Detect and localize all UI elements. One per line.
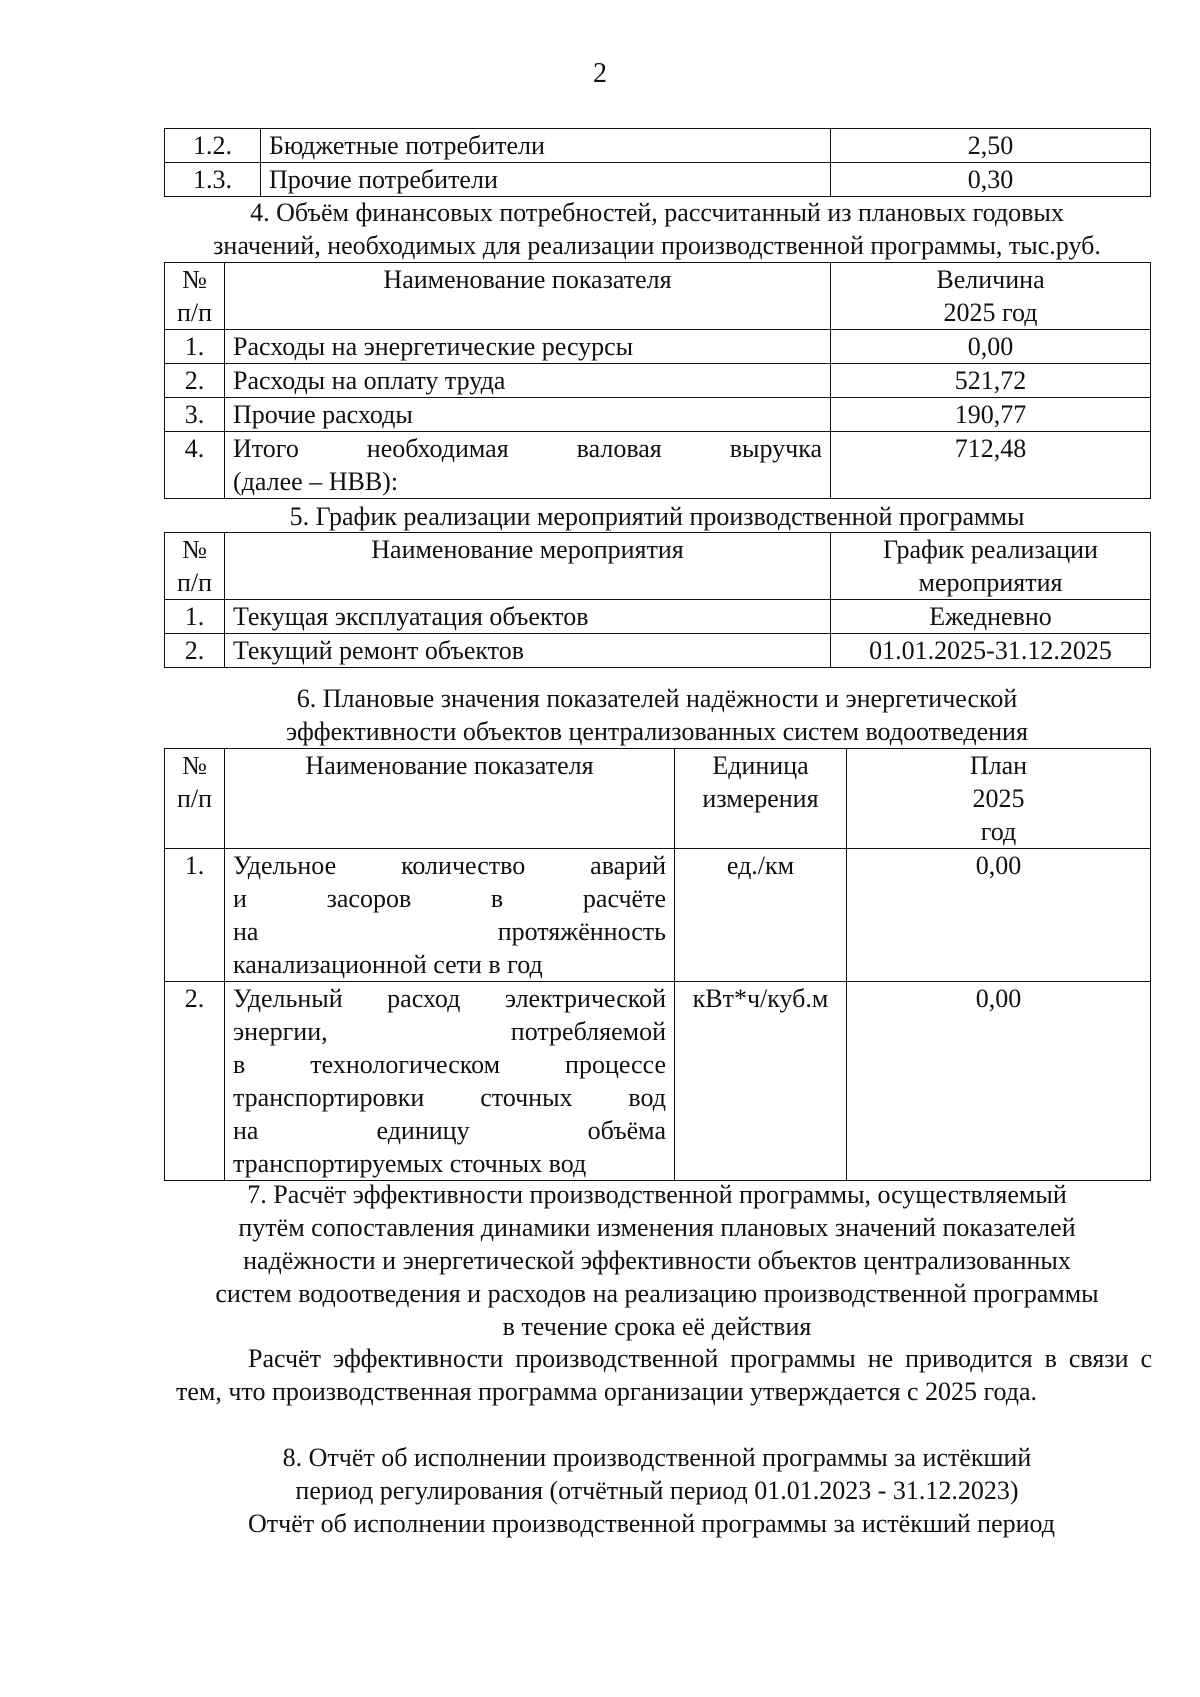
header-schedule-line: График реализации: [883, 535, 1098, 564]
indicators-table: [164, 748, 1151, 1181]
row-name: Расходы на энергетические ресурсы: [225, 330, 831, 364]
header-plan-line: План: [969, 751, 1028, 780]
row-number: 2.: [165, 634, 225, 668]
header-unit-line: измерения: [702, 784, 819, 813]
table-row: [165, 163, 1151, 197]
row-number: 3.: [165, 398, 225, 432]
row-name-line: Итого необходимая валовая выручка: [233, 434, 822, 463]
row-name: Бюджетные потребители: [261, 129, 831, 163]
row-name: [225, 432, 831, 499]
header-value: [831, 263, 1151, 330]
row-name-line: в технологическом процессе: [233, 1050, 666, 1079]
header-name: Наименование показателя: [225, 749, 675, 849]
table-row: [165, 129, 1151, 163]
header-unit-line: Единица: [712, 751, 809, 780]
row-name-line: канализационной сети в год: [233, 950, 543, 979]
row-name: Расходы на оплату труда: [225, 364, 831, 398]
financial-needs-table: [164, 262, 1151, 499]
section-7-title-line: систем водоотведения и расходов на реализацию производственной программы: [215, 1279, 1099, 1308]
section-6-title-line: эффективности объектов централизованных систем водоотведения: [286, 717, 1028, 746]
section-8-body: Отчёт об исполнении производственной программы за истёкший период: [248, 1509, 1056, 1538]
row-unit: кВт*ч/куб.м: [675, 982, 847, 1181]
table-header-row: [165, 749, 1151, 849]
section-4-title-line: значений, необходимых для реализации производственной программы, тыс.руб.: [213, 231, 1101, 260]
row-number: 2.: [165, 982, 225, 1181]
row-name: Текущая эксплуатация объектов: [225, 600, 831, 634]
row-schedule: Ежедневно: [831, 600, 1151, 634]
header-number: № п/п: [165, 533, 225, 600]
table-row: [165, 364, 1151, 398]
header-name: Наименование мероприятия: [225, 533, 831, 600]
table-row: [165, 982, 1151, 1181]
row-number: 1.: [165, 600, 225, 634]
section-5-title: [164, 500, 1150, 533]
section-8-title-line: период регулирования (отчётный период 01.01.2023 - 31.12.2023): [295, 1476, 1019, 1505]
section-8-title-line: 8. Отчёт об исполнении производственной программы за истёкший: [282, 1443, 1032, 1472]
row-name-line: энергии, потребляемой: [233, 1017, 666, 1046]
row-number: 1.: [165, 330, 225, 364]
section-7-title-line: путём сопоставления динамики изменения плановых значений показателей: [238, 1213, 1076, 1242]
section-5-title-line: 5. График реализации мероприятий производственной программы: [289, 502, 1025, 531]
row-name-line: на единицу объёма: [233, 1116, 666, 1145]
row-name-line: Удельный расход электрической: [233, 984, 666, 1013]
row-plan: 0,00: [847, 982, 1151, 1181]
table-row: [165, 849, 1151, 982]
row-name: Прочие потребители: [261, 163, 831, 197]
header-schedule: [831, 533, 1151, 600]
header-unit: [675, 749, 847, 849]
row-name-line: на протяжённость: [233, 917, 666, 946]
section-7-title: [164, 1178, 1150, 1343]
table-header-row: [165, 263, 1151, 330]
header-number: № п/п: [165, 749, 225, 849]
header-number: № п/п: [165, 263, 225, 330]
row-name-line: транспортировки сточных вод: [233, 1083, 666, 1112]
page-number: 2: [593, 58, 607, 89]
table-row: [165, 330, 1151, 364]
row-name-line: (далее – НВВ):: [233, 467, 399, 496]
row-name: Прочие расходы: [225, 398, 831, 432]
header-value-line: 2025 год: [943, 298, 1038, 327]
header-schedule-line: мероприятия: [918, 568, 1063, 597]
header-name: Наименование показателя: [225, 263, 831, 330]
row-value: 2,50: [831, 129, 1151, 163]
table-row: [165, 432, 1151, 499]
row-number: 4.: [165, 432, 225, 499]
row-name: [225, 982, 675, 1181]
table-header-row: [165, 533, 1151, 600]
row-unit: ед./км: [675, 849, 847, 982]
row-schedule: 01.01.2025-31.12.2025: [831, 634, 1151, 668]
header-plan: [847, 749, 1151, 849]
section-7-title-line: в течение срока её действия: [502, 1312, 812, 1341]
row-number: 1.3.: [165, 163, 261, 197]
row-value: 190,77: [831, 398, 1151, 432]
row-name: [225, 849, 675, 982]
section-7-body: Расчёт эффективности производственной программы не приводится в связи с тем, что производственная программа организации утверждается с 2025 года.: [176, 1344, 1152, 1406]
row-name: Текущий ремонт объектов: [225, 634, 831, 668]
row-number: 1.: [165, 849, 225, 982]
section-4-title-line: 4. Объём финансовых потребностей, рассчитанный из плановых годовых: [250, 198, 1064, 227]
row-name-line: транспортируемых сточных вод: [233, 1149, 587, 1178]
row-name-line: Удельное количество аварий: [233, 851, 666, 880]
consumers-table: [164, 128, 1151, 197]
section-7-title-line: надёжности и энергетической эффективности объектов централизованных: [243, 1246, 1071, 1275]
header-value-line: Величина: [936, 265, 1045, 294]
row-value: 0,30: [831, 163, 1151, 197]
section-6-title: [164, 682, 1150, 748]
table-row: [165, 634, 1151, 668]
row-number: 2.: [165, 364, 225, 398]
row-value: 521,72: [831, 364, 1151, 398]
table-row: [165, 398, 1151, 432]
row-plan: 0,00: [847, 849, 1151, 982]
header-plan-line: 2025: [972, 784, 1025, 813]
row-value: 0,00: [831, 330, 1151, 364]
section-6-title-line: 6. Плановые значения показателей надёжности и энергетической: [296, 684, 1018, 713]
schedule-table: [164, 532, 1151, 668]
section-7-title-line: 7. Расчёт эффективности производственной программы, осуществляемый: [247, 1180, 1067, 1209]
section-8-title: [164, 1441, 1150, 1507]
row-name-line: и засоров в расчёте: [233, 884, 666, 913]
row-number: 1.2.: [165, 129, 261, 163]
table-row: [165, 600, 1151, 634]
row-value: 712,48: [831, 432, 1151, 499]
section-4-title: [164, 196, 1150, 262]
header-plan-line: год: [980, 817, 1017, 846]
